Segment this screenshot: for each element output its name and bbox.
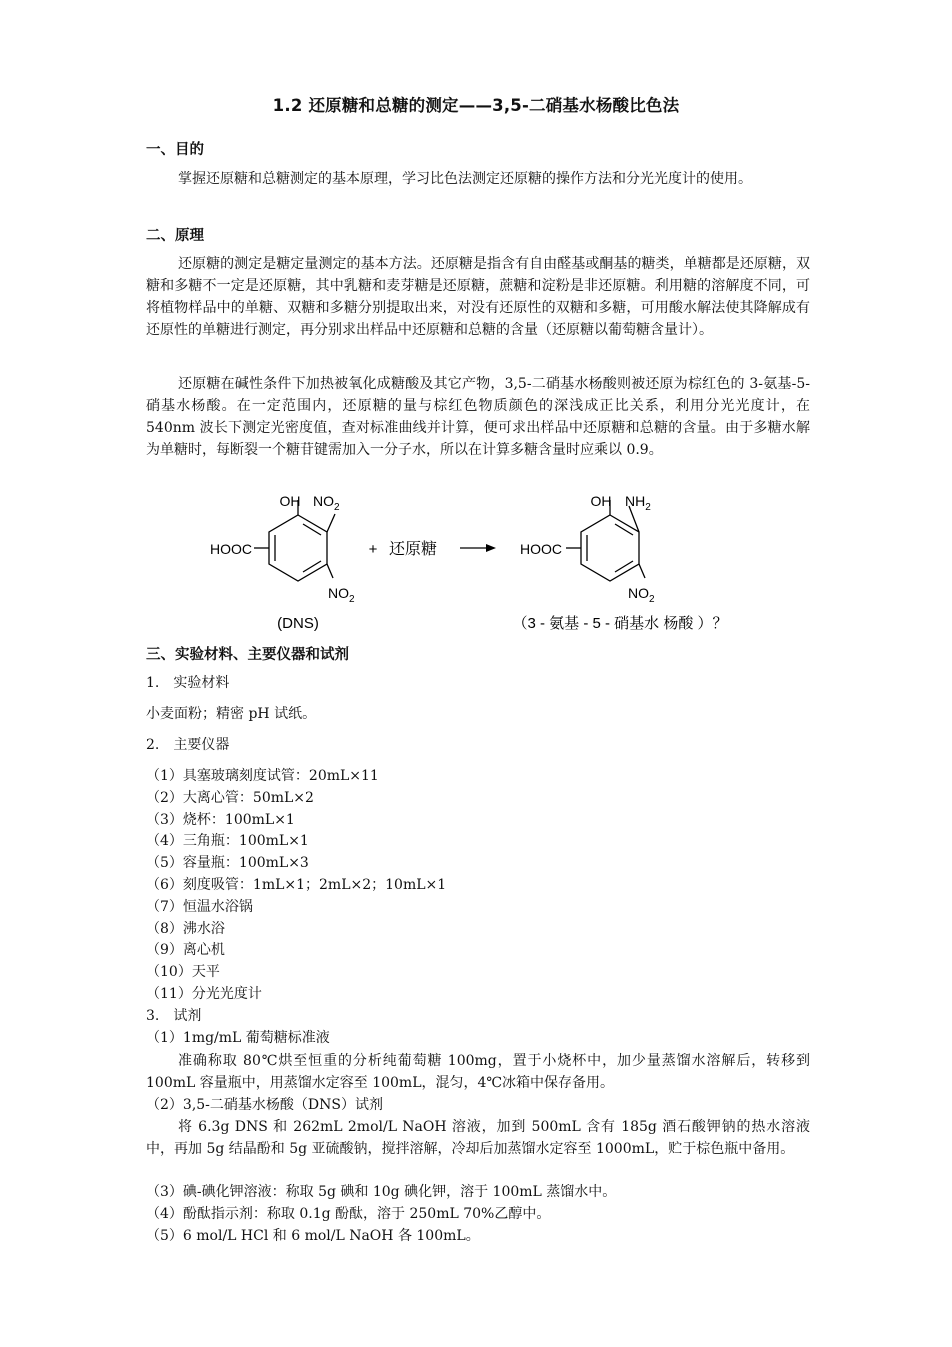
list-item: （7）恒温水浴锅 bbox=[146, 898, 253, 915]
svg-text:NO2 bbox=[313, 493, 340, 513]
list-item: （11）分光光度计 bbox=[146, 985, 262, 1002]
section-heading-principle: 二、原理 bbox=[146, 228, 204, 244]
instrument-list bbox=[146, 766, 446, 1006]
materials-text: 小麦面粉；精密 pH 试纸。 bbox=[146, 706, 317, 722]
list-item: （9）离心机 bbox=[146, 942, 225, 959]
reagent-3-text: （3）碘-碘化钾溶液：称取 5g 碘和 10g 碘化钾，溶于 100mL 蒸馏水中。 bbox=[146, 1184, 617, 1200]
product-no2-bottom-subscript: 2 bbox=[649, 594, 655, 605]
svg-text:NH2 bbox=[625, 493, 651, 513]
product-nh2-subscript: 2 bbox=[645, 502, 651, 513]
reaction-arrow bbox=[460, 544, 496, 552]
dns-structure bbox=[254, 500, 335, 581]
subheading-materials: 1. 实验材料 bbox=[146, 675, 230, 691]
list-item: （10）天平 bbox=[146, 964, 220, 981]
product-cooh-label: HOOC bbox=[520, 541, 562, 557]
subheading-reagents: 3. 试剂 bbox=[146, 1008, 202, 1024]
list-item: （8）沸水浴 bbox=[146, 920, 225, 937]
svg-text:NO2 bbox=[328, 585, 355, 605]
dns-no2-top-subscript: 2 bbox=[334, 502, 340, 513]
section-heading-materials: 三、实验材料、主要仪器和试剂 bbox=[146, 647, 349, 663]
product-no2-bottom-label: NO bbox=[628, 585, 649, 601]
reagent-1-text: 准确称取 80℃烘至恒重的分析纯葡萄糖 100mg，置于小烧杯中，加少量蒸馏水溶解后，转移到 100mL 容量瓶中，用蒸馏水定容至 100mL，混匀，4℃冰箱中保存备用。 bbox=[146, 1053, 810, 1091]
reaction-scheme bbox=[0, 480, 952, 640]
section-heading-purpose: 一、目的 bbox=[146, 142, 204, 158]
dns-caption: (DNS) bbox=[277, 615, 319, 632]
product-nh2-label: NH bbox=[625, 493, 646, 509]
product-oh-label: OH bbox=[590, 493, 612, 509]
principle-paragraph-2: 还原糖在碱性条件下加热被氧化成糖酸及其它产物，3,5-二硝基水杨酸则被还原为棕红色的 3-氨基-5-硝基水杨酸。在一定范围内，还原糖的量与棕红色物质颜色的深浅成正比关系，利用分光光度计，在 540nm 波长下测定光密度值，查对标准曲线并计算，便可求出样品中还原糖和总糖的含量。由于多糖水解为单糖时，每断裂一个糖苷键需加入一分子水，所以在计算多糖含量时应乘以 0.9。 bbox=[146, 376, 810, 458]
reagent-5-text: （5）6 mol/L HCl 和 6 mol/L NaOH 各 100mL。 bbox=[146, 1228, 480, 1244]
plus-sign: + bbox=[368, 541, 378, 558]
principle-paragraph-1: 还原糖的测定是糖定量测定的基本方法。还原糖是指含有自由醛基或酮基的糖类，单糖都是还原糖，双糖和多糖不一定是还原糖，其中乳糖和麦芽糖是还原糖，蔗糖和淀粉是非还原糖。利用糖的溶解度不同，可将植物样品中的单糖、双糖和多糖分别提取出来，对没有还原性的双糖和多糖，可用酸水解法使其降解成有还原性的单糖进行测定，再分别求出样品中还原糖和总糖的含量（还原糖以葡萄糖含量计）。 bbox=[146, 256, 810, 338]
svg-text:NO2 bbox=[628, 585, 655, 605]
dns-no2-top-label: NO bbox=[313, 493, 334, 509]
purpose-paragraph: 掌握还原糖和总糖测定的基本原理，学习比色法测定还原糖的操作方法和分光光度计的使用。 bbox=[178, 171, 752, 187]
reagent-2-text: 将 6.3g DNS 和 262mL 2mol/L NaOH 溶液，加到 500mL 含有 185g 酒石酸钾钠的热水溶液中，再加 5g 结晶酚和 5g 亚硫酸钠，搅拌溶解，冷却后加蒸馏水定容至 1000mL，贮于棕色瓶中备用。 bbox=[146, 1119, 810, 1157]
reagent-2-heading: （2）3,5-二硝基水杨酸（DNS）试剂 bbox=[146, 1097, 383, 1113]
list-item: （2）大离心管：50mL×2 bbox=[146, 789, 314, 806]
list-item: （5）容量瓶：100mL×3 bbox=[146, 855, 309, 872]
reagent-4-text: （4）酚酞指示剂：称取 0.1g 酚酞，溶于 250mL 70%乙醇中。 bbox=[146, 1206, 551, 1222]
dns-oh-label: OH bbox=[279, 493, 301, 509]
list-item: （1）具塞玻璃刻度试管：20mL×11 bbox=[146, 768, 379, 784]
dns-no2-bottom-label: NO bbox=[328, 585, 349, 601]
dns-no2-bottom-subscript: 2 bbox=[349, 594, 355, 605]
reagent-1-heading: （1）1mg/mL 葡萄糖标准液 bbox=[146, 1030, 330, 1046]
subheading-instruments: 2. 主要仪器 bbox=[146, 737, 230, 753]
product-caption: （3 - 氨基 - 5 - 硝基水 杨酸 ）？ bbox=[512, 615, 728, 632]
list-item: （3）烧杯：100mL×1 bbox=[146, 811, 295, 828]
product-structure bbox=[566, 500, 645, 581]
list-item: （6）刻度吸管：1mL×1；2mL×2；10mL×1 bbox=[146, 876, 447, 893]
list-item: （4）三角瓶：100mL×1 bbox=[146, 833, 309, 850]
reducing-sugar-label: 还原糖 bbox=[389, 541, 438, 558]
page-title: 1.2 还原糖和总糖的测定——3,5-二硝基水杨酸比色法 bbox=[272, 96, 680, 115]
dns-cooh-label: HOOC bbox=[210, 541, 252, 557]
